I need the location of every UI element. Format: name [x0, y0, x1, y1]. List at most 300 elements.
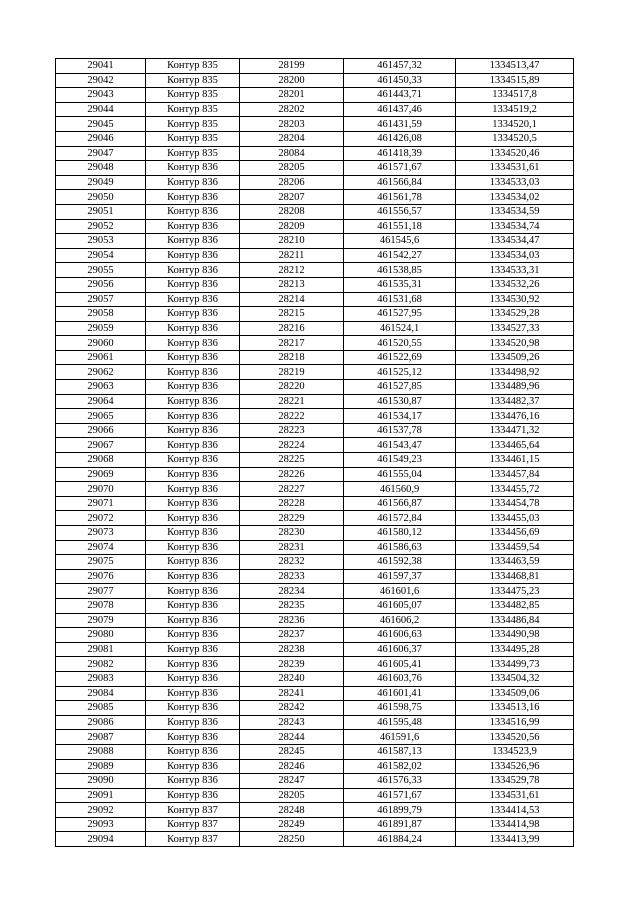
table-row — [56, 277, 574, 292]
x-coordinate-cell: 461586,63 — [344, 540, 456, 555]
y-coordinate-cell: 1334533,03 — [456, 175, 574, 190]
vertex-id-cell: 28244 — [240, 730, 344, 745]
point-number-cell: 29088 — [56, 744, 146, 759]
x-coordinate-cell: 461457,32 — [344, 59, 456, 74]
vertex-id-cell: 28221 — [240, 394, 344, 409]
x-coordinate-cell: 461603,76 — [344, 671, 456, 686]
contour-name-cell: Контур 836 — [146, 263, 240, 278]
vertex-id-cell: 28220 — [240, 380, 344, 395]
table-row — [56, 380, 574, 395]
contour-name-cell: Контур 836 — [146, 248, 240, 263]
vertex-id-cell: 28249 — [240, 817, 344, 832]
point-number-cell: 29054 — [56, 248, 146, 263]
point-number-cell: 29072 — [56, 511, 146, 526]
point-number-cell: 29051 — [56, 204, 146, 219]
table-row — [56, 511, 574, 526]
table-row — [56, 526, 574, 541]
point-number-cell: 29080 — [56, 628, 146, 643]
x-coordinate-cell: 461551,18 — [344, 219, 456, 234]
contour-name-cell: Контур 836 — [146, 774, 240, 789]
vertex-id-cell: 28224 — [240, 438, 344, 453]
point-number-cell: 29078 — [56, 598, 146, 613]
contour-name-cell: Контур 836 — [146, 292, 240, 307]
y-coordinate-cell: 1334517,8 — [456, 88, 574, 103]
point-number-cell: 29082 — [56, 657, 146, 672]
table-row — [56, 730, 574, 745]
x-coordinate-cell: 461556,57 — [344, 204, 456, 219]
y-coordinate-cell: 1334463,59 — [456, 555, 574, 570]
vertex-id-cell: 28231 — [240, 540, 344, 555]
point-number-cell: 29067 — [56, 438, 146, 453]
point-number-cell: 29046 — [56, 131, 146, 146]
vertex-id-cell: 28233 — [240, 569, 344, 584]
table-row — [56, 409, 574, 424]
vertex-id-cell: 28238 — [240, 642, 344, 657]
y-coordinate-cell: 1334529,28 — [456, 307, 574, 322]
table-row — [56, 321, 574, 336]
y-coordinate-cell: 1334526,96 — [456, 759, 574, 774]
contour-name-cell: Контур 836 — [146, 423, 240, 438]
x-coordinate-cell: 461538,85 — [344, 263, 456, 278]
x-coordinate-cell: 461524,1 — [344, 321, 456, 336]
point-number-cell: 29075 — [56, 555, 146, 570]
point-number-cell: 29055 — [56, 263, 146, 278]
y-coordinate-cell: 1334534,74 — [456, 219, 574, 234]
point-number-cell: 29069 — [56, 467, 146, 482]
x-coordinate-cell: 461595,48 — [344, 715, 456, 730]
point-number-cell: 29059 — [56, 321, 146, 336]
vertex-id-cell: 28223 — [240, 423, 344, 438]
contour-name-cell: Контур 836 — [146, 598, 240, 613]
point-number-cell: 29087 — [56, 730, 146, 745]
table-row — [56, 803, 574, 818]
point-number-cell: 29041 — [56, 59, 146, 74]
contour-name-cell: Контур 836 — [146, 394, 240, 409]
table-row — [56, 219, 574, 234]
table-row — [56, 774, 574, 789]
contour-name-cell: Контур 836 — [146, 628, 240, 643]
vertex-id-cell: 28247 — [240, 774, 344, 789]
y-coordinate-cell: 1334465,64 — [456, 438, 574, 453]
vertex-id-cell: 28212 — [240, 263, 344, 278]
contour-name-cell: Контур 835 — [146, 73, 240, 88]
y-coordinate-cell: 1334476,16 — [456, 409, 574, 424]
contour-name-cell: Контур 836 — [146, 759, 240, 774]
table-row — [56, 175, 574, 190]
contour-name-cell: Контур 835 — [146, 102, 240, 117]
table-row — [56, 394, 574, 409]
x-coordinate-cell: 461572,84 — [344, 511, 456, 526]
vertex-id-cell: 28207 — [240, 190, 344, 205]
vertex-id-cell: 28215 — [240, 307, 344, 322]
y-coordinate-cell: 1334509,26 — [456, 350, 574, 365]
y-coordinate-cell: 1334461,15 — [456, 453, 574, 468]
contour-name-cell: Контур 837 — [146, 817, 240, 832]
point-number-cell: 29060 — [56, 336, 146, 351]
vertex-id-cell: 28205 — [240, 788, 344, 803]
y-coordinate-cell: 1334490,98 — [456, 628, 574, 643]
point-number-cell: 29068 — [56, 453, 146, 468]
y-coordinate-cell: 1334489,96 — [456, 380, 574, 395]
table-row — [56, 759, 574, 774]
table-row — [56, 642, 574, 657]
table-row — [56, 102, 574, 117]
y-coordinate-cell: 1334504,32 — [456, 671, 574, 686]
y-coordinate-cell: 1334475,23 — [456, 584, 574, 599]
contour-name-cell: Контур 836 — [146, 336, 240, 351]
vertex-id-cell: 28201 — [240, 88, 344, 103]
vertex-id-cell: 28206 — [240, 175, 344, 190]
table-row — [56, 161, 574, 176]
y-coordinate-cell: 1334534,47 — [456, 234, 574, 249]
x-coordinate-cell: 461530,87 — [344, 394, 456, 409]
table-row — [56, 73, 574, 88]
point-number-cell: 29074 — [56, 540, 146, 555]
point-number-cell: 29062 — [56, 365, 146, 380]
vertex-id-cell: 28235 — [240, 598, 344, 613]
table-row — [56, 657, 574, 672]
contour-name-cell: Контур 836 — [146, 453, 240, 468]
table-row — [56, 292, 574, 307]
y-coordinate-cell: 1334513,16 — [456, 701, 574, 716]
y-coordinate-cell: 1334520,98 — [456, 336, 574, 351]
point-number-cell: 29083 — [56, 671, 146, 686]
contour-name-cell: Контур 836 — [146, 204, 240, 219]
contour-name-cell: Контур 837 — [146, 832, 240, 847]
x-coordinate-cell: 461522,69 — [344, 350, 456, 365]
table-row — [56, 423, 574, 438]
table-row — [56, 365, 574, 380]
table-row — [56, 744, 574, 759]
point-number-cell: 29092 — [56, 803, 146, 818]
point-number-cell: 29089 — [56, 759, 146, 774]
vertex-id-cell: 28226 — [240, 467, 344, 482]
x-coordinate-cell: 461899,79 — [344, 803, 456, 818]
y-coordinate-cell: 1334486,84 — [456, 613, 574, 628]
contour-name-cell: Контур 836 — [146, 788, 240, 803]
table-row — [56, 817, 574, 832]
point-number-cell: 29064 — [56, 394, 146, 409]
x-coordinate-cell: 461545,6 — [344, 234, 456, 249]
vertex-id-cell: 28234 — [240, 584, 344, 599]
table-row — [56, 584, 574, 599]
point-number-cell: 29057 — [56, 292, 146, 307]
y-coordinate-cell: 1334513,47 — [456, 59, 574, 74]
vertex-id-cell: 28219 — [240, 365, 344, 380]
contour-name-cell: Контур 836 — [146, 584, 240, 599]
y-coordinate-cell: 1334499,73 — [456, 657, 574, 672]
x-coordinate-cell: 461527,95 — [344, 307, 456, 322]
contour-name-cell: Контур 836 — [146, 657, 240, 672]
point-number-cell: 29091 — [56, 788, 146, 803]
y-coordinate-cell: 1334523,9 — [456, 744, 574, 759]
vertex-id-cell: 28242 — [240, 701, 344, 716]
x-coordinate-cell: 461580,12 — [344, 526, 456, 541]
x-coordinate-cell: 461591,6 — [344, 730, 456, 745]
contour-name-cell: Контур 836 — [146, 686, 240, 701]
vertex-id-cell: 28199 — [240, 59, 344, 74]
x-coordinate-cell: 461426,08 — [344, 131, 456, 146]
point-number-cell: 29077 — [56, 584, 146, 599]
coordinates-table — [55, 58, 574, 847]
y-coordinate-cell: 1334454,78 — [456, 496, 574, 511]
table-row — [56, 438, 574, 453]
contour-name-cell: Контур 836 — [146, 175, 240, 190]
table-row — [56, 336, 574, 351]
contour-name-cell: Контур 835 — [146, 117, 240, 132]
point-number-cell: 29065 — [56, 409, 146, 424]
x-coordinate-cell: 461531,68 — [344, 292, 456, 307]
table-row — [56, 234, 574, 249]
vertex-id-cell: 28210 — [240, 234, 344, 249]
x-coordinate-cell: 461598,75 — [344, 701, 456, 716]
table-row — [56, 569, 574, 584]
table-row — [56, 496, 574, 511]
y-coordinate-cell: 1334414,53 — [456, 803, 574, 818]
point-number-cell: 29048 — [56, 161, 146, 176]
y-coordinate-cell: 1334520,46 — [456, 146, 574, 161]
contour-name-cell: Контур 836 — [146, 467, 240, 482]
vertex-id-cell: 28229 — [240, 511, 344, 526]
point-number-cell: 29085 — [56, 701, 146, 716]
y-coordinate-cell: 1334532,26 — [456, 277, 574, 292]
y-coordinate-cell: 1334509,06 — [456, 686, 574, 701]
contour-name-cell: Контур 836 — [146, 234, 240, 249]
x-coordinate-cell: 461571,67 — [344, 788, 456, 803]
x-coordinate-cell: 461431,59 — [344, 117, 456, 132]
point-number-cell: 29056 — [56, 277, 146, 292]
y-coordinate-cell: 1334482,85 — [456, 598, 574, 613]
contour-name-cell: Контур 836 — [146, 438, 240, 453]
x-coordinate-cell: 461520,55 — [344, 336, 456, 351]
vertex-id-cell: 28241 — [240, 686, 344, 701]
point-number-cell: 29050 — [56, 190, 146, 205]
y-coordinate-cell: 1334529,78 — [456, 774, 574, 789]
table-row — [56, 671, 574, 686]
x-coordinate-cell: 461606,37 — [344, 642, 456, 657]
vertex-id-cell: 28205 — [240, 161, 344, 176]
table-row — [56, 540, 574, 555]
vertex-id-cell: 28209 — [240, 219, 344, 234]
table-row — [56, 248, 574, 263]
x-coordinate-cell: 461560,9 — [344, 482, 456, 497]
point-number-cell: 29044 — [56, 102, 146, 117]
table-row — [56, 613, 574, 628]
vertex-id-cell: 28208 — [240, 204, 344, 219]
x-coordinate-cell: 461571,67 — [344, 161, 456, 176]
x-coordinate-cell: 461576,33 — [344, 774, 456, 789]
x-coordinate-cell: 461418,39 — [344, 146, 456, 161]
point-number-cell: 29042 — [56, 73, 146, 88]
y-coordinate-cell: 1334468,81 — [456, 569, 574, 584]
table-row — [56, 59, 574, 74]
x-coordinate-cell: 461582,02 — [344, 759, 456, 774]
table-row — [56, 146, 574, 161]
y-coordinate-cell: 1334520,1 — [456, 117, 574, 132]
vertex-id-cell: 28243 — [240, 715, 344, 730]
x-coordinate-cell: 461601,6 — [344, 584, 456, 599]
table-row — [56, 453, 574, 468]
contour-name-cell: Контур 836 — [146, 526, 240, 541]
contour-name-cell: Контур 836 — [146, 540, 240, 555]
contour-name-cell: Контур 836 — [146, 350, 240, 365]
y-coordinate-cell: 1334533,31 — [456, 263, 574, 278]
x-coordinate-cell: 461606,63 — [344, 628, 456, 643]
contour-name-cell: Контур 836 — [146, 569, 240, 584]
point-number-cell: 29079 — [56, 613, 146, 628]
y-coordinate-cell: 1334455,03 — [456, 511, 574, 526]
vertex-id-cell: 28211 — [240, 248, 344, 263]
contour-name-cell: Контур 836 — [146, 642, 240, 657]
x-coordinate-cell: 461443,71 — [344, 88, 456, 103]
contour-name-cell: Контур 836 — [146, 555, 240, 570]
y-coordinate-cell: 1334515,89 — [456, 73, 574, 88]
point-number-cell: 29053 — [56, 234, 146, 249]
contour-name-cell: Контур 836 — [146, 380, 240, 395]
vertex-id-cell: 28232 — [240, 555, 344, 570]
table-row — [56, 555, 574, 570]
point-number-cell: 29043 — [56, 88, 146, 103]
point-number-cell: 29066 — [56, 423, 146, 438]
contour-name-cell: Контур 836 — [146, 277, 240, 292]
y-coordinate-cell: 1334471,32 — [456, 423, 574, 438]
point-number-cell: 29063 — [56, 380, 146, 395]
point-number-cell: 29049 — [56, 175, 146, 190]
y-coordinate-cell: 1334414,98 — [456, 817, 574, 832]
contour-name-cell: Контур 836 — [146, 219, 240, 234]
vertex-id-cell: 28246 — [240, 759, 344, 774]
contour-name-cell: Контур 836 — [146, 496, 240, 511]
y-coordinate-cell: 1334531,61 — [456, 788, 574, 803]
contour-name-cell: Контур 836 — [146, 307, 240, 322]
y-coordinate-cell: 1334520,56 — [456, 730, 574, 745]
contour-name-cell: Контур 836 — [146, 409, 240, 424]
point-number-cell: 29045 — [56, 117, 146, 132]
x-coordinate-cell: 461534,17 — [344, 409, 456, 424]
y-coordinate-cell: 1334531,61 — [456, 161, 574, 176]
table-row — [56, 131, 574, 146]
contour-name-cell: Контур 836 — [146, 701, 240, 716]
contour-name-cell: Контур 836 — [146, 365, 240, 380]
contour-name-cell: Контур 835 — [146, 146, 240, 161]
point-number-cell: 29090 — [56, 774, 146, 789]
table-row — [56, 307, 574, 322]
point-number-cell: 29071 — [56, 496, 146, 511]
x-coordinate-cell: 461542,27 — [344, 248, 456, 263]
point-number-cell: 29061 — [56, 350, 146, 365]
vertex-id-cell: 28227 — [240, 482, 344, 497]
y-coordinate-cell: 1334519,2 — [456, 102, 574, 117]
point-number-cell: 29084 — [56, 686, 146, 701]
contour-name-cell: Контур 836 — [146, 715, 240, 730]
point-number-cell: 29070 — [56, 482, 146, 497]
y-coordinate-cell: 1334459,54 — [456, 540, 574, 555]
contour-name-cell: Контур 836 — [146, 511, 240, 526]
point-number-cell: 29058 — [56, 307, 146, 322]
table-row — [56, 350, 574, 365]
point-number-cell: 29093 — [56, 817, 146, 832]
contour-name-cell: Контур 836 — [146, 671, 240, 686]
x-coordinate-cell: 461450,33 — [344, 73, 456, 88]
x-coordinate-cell: 461566,84 — [344, 175, 456, 190]
y-coordinate-cell: 1334413,99 — [456, 832, 574, 847]
x-coordinate-cell: 461605,41 — [344, 657, 456, 672]
x-coordinate-cell: 461587,13 — [344, 744, 456, 759]
x-coordinate-cell: 461527,85 — [344, 380, 456, 395]
table-row — [56, 88, 574, 103]
table-row — [56, 117, 574, 132]
table-row — [56, 204, 574, 219]
x-coordinate-cell: 461566,87 — [344, 496, 456, 511]
table-row — [56, 832, 574, 847]
vertex-id-cell: 28213 — [240, 277, 344, 292]
vertex-id-cell: 28204 — [240, 131, 344, 146]
x-coordinate-cell: 461601,41 — [344, 686, 456, 701]
x-coordinate-cell: 461606,2 — [344, 613, 456, 628]
x-coordinate-cell: 461891,87 — [344, 817, 456, 832]
y-coordinate-cell: 1334482,37 — [456, 394, 574, 409]
point-number-cell: 29073 — [56, 526, 146, 541]
vertex-id-cell: 28239 — [240, 657, 344, 672]
point-number-cell: 29076 — [56, 569, 146, 584]
x-coordinate-cell: 461592,38 — [344, 555, 456, 570]
table-body — [56, 59, 574, 847]
y-coordinate-cell: 1334520,5 — [456, 131, 574, 146]
y-coordinate-cell: 1334516,99 — [456, 715, 574, 730]
y-coordinate-cell: 1334498,92 — [456, 365, 574, 380]
vertex-id-cell: 28236 — [240, 613, 344, 628]
point-number-cell: 29081 — [56, 642, 146, 657]
contour-name-cell: Контур 835 — [146, 88, 240, 103]
x-coordinate-cell: 461549,23 — [344, 453, 456, 468]
vertex-id-cell: 28237 — [240, 628, 344, 643]
y-coordinate-cell: 1334456,69 — [456, 526, 574, 541]
table-row — [56, 715, 574, 730]
table-row — [56, 701, 574, 716]
point-number-cell: 29086 — [56, 715, 146, 730]
vertex-id-cell: 28203 — [240, 117, 344, 132]
vertex-id-cell: 28214 — [240, 292, 344, 307]
vertex-id-cell: 28240 — [240, 671, 344, 686]
vertex-id-cell: 28245 — [240, 744, 344, 759]
contour-name-cell: Контур 836 — [146, 190, 240, 205]
vertex-id-cell: 28200 — [240, 73, 344, 88]
x-coordinate-cell: 461543,47 — [344, 438, 456, 453]
vertex-id-cell: 28248 — [240, 803, 344, 818]
contour-name-cell: Контур 835 — [146, 59, 240, 74]
vertex-id-cell: 28216 — [240, 321, 344, 336]
table-row — [56, 263, 574, 278]
contour-name-cell: Контур 836 — [146, 482, 240, 497]
x-coordinate-cell: 461525,12 — [344, 365, 456, 380]
y-coordinate-cell: 1334534,59 — [456, 204, 574, 219]
y-coordinate-cell: 1334457,84 — [456, 467, 574, 482]
x-coordinate-cell: 461537,78 — [344, 423, 456, 438]
table-row — [56, 628, 574, 643]
vertex-id-cell: 28250 — [240, 832, 344, 847]
y-coordinate-cell: 1334534,03 — [456, 248, 574, 263]
contour-name-cell: Контур 836 — [146, 161, 240, 176]
table-row — [56, 686, 574, 701]
x-coordinate-cell: 461535,31 — [344, 277, 456, 292]
table-row — [56, 598, 574, 613]
table-row — [56, 467, 574, 482]
y-coordinate-cell: 1334527,33 — [456, 321, 574, 336]
vertex-id-cell: 28225 — [240, 453, 344, 468]
x-coordinate-cell: 461437,46 — [344, 102, 456, 117]
vertex-id-cell: 28228 — [240, 496, 344, 511]
x-coordinate-cell: 461561,78 — [344, 190, 456, 205]
